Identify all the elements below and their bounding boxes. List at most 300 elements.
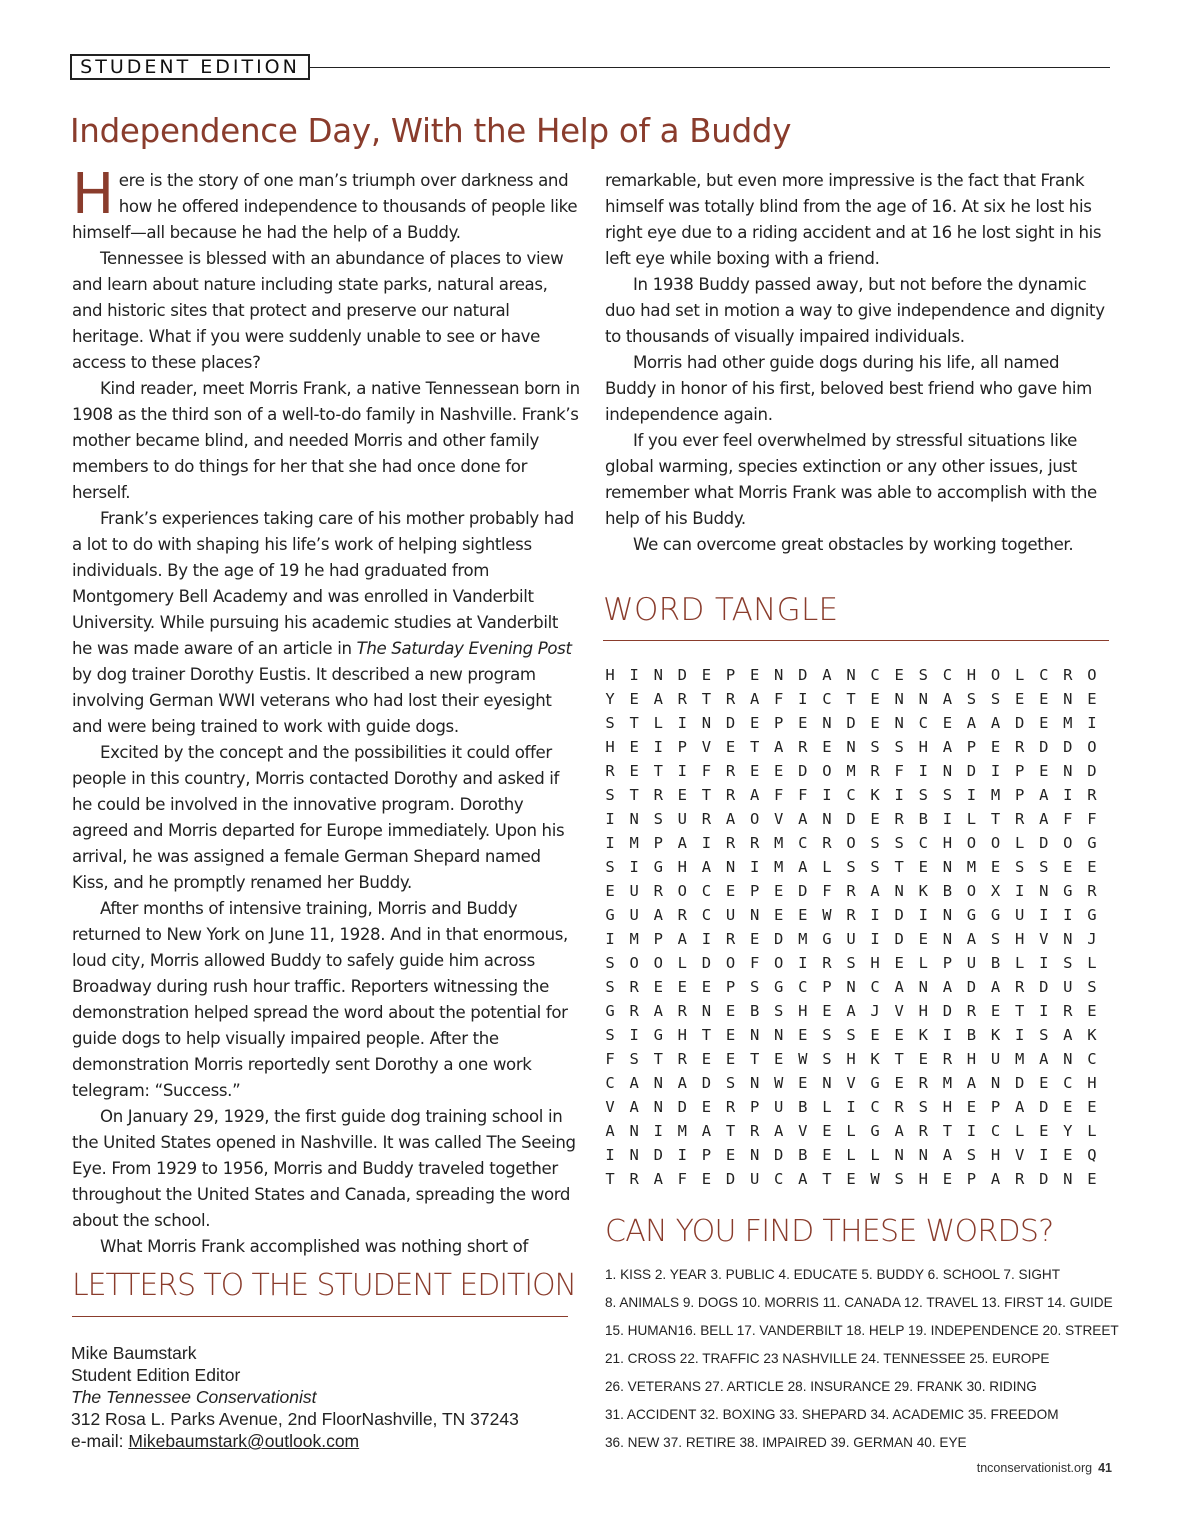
word-list-line: 8. ANIMALS 9. DOGS 10. MORRIS 11. CANADA 12. TRAVEL 13. FIRST 14. GUIDE [605,1295,1113,1310]
section-tag: STUDENT EDITION [70,54,310,80]
grid-letter: S [846,858,856,876]
grid-letter: S [605,714,615,732]
grid-letter: S [990,690,1001,708]
grid-letter: I [894,786,904,804]
grid-letter: C [870,666,880,684]
grid-letter: S [774,1002,784,1020]
grid-letter: S [870,858,880,876]
grid-letter: A [653,906,663,924]
grid-letter: I [942,1026,953,1044]
grid-letter: R [629,1002,639,1020]
grid-letter: E [725,1026,736,1044]
grid-letter: D [1039,738,1049,756]
grid-letter: I [1063,786,1073,804]
grid-letter: U [1014,906,1025,924]
grid-letter: H [605,666,615,684]
grid-letter: S [870,834,880,852]
grid-letter: E [749,714,760,732]
grid-letter: E [1039,690,1049,708]
grid-letter: E [990,1002,1001,1020]
grid-letter: N [774,666,784,684]
editor-name: Mike Baumstark [71,1343,197,1363]
grid-letter: D [725,1170,736,1188]
grid-letter: N [749,1026,760,1044]
grid-letter: D [798,762,808,780]
grid-letter: N [942,762,953,780]
grid-letter: N [990,1074,1001,1092]
grid-letter: R [725,786,736,804]
grid-letter: P [749,882,760,900]
grid-letter: M [798,930,808,948]
word-list [605,1261,1125,1457]
grid-letter: N [1063,762,1073,780]
grid-letter: S [653,810,663,828]
grid-letter: V [798,1122,808,1140]
grid-letter: H [918,738,928,756]
grid-letter: L [1014,954,1025,972]
grid-letter: T [629,786,639,804]
article-paragraph: We can overcome great obstacles by working together. [633,535,1074,554]
grid-letter: O [653,954,663,972]
grid-letter: M [774,834,784,852]
grid-letter: A [942,978,953,996]
grid-letter: C [798,978,808,996]
grid-letter: N [846,738,856,756]
grid-letter: N [822,810,832,828]
grid-letter: S [894,834,904,852]
grid-row [598,759,1123,783]
grid-letter: S [870,738,880,756]
grid-letter: C [846,786,856,804]
grid-row [598,831,1123,855]
grid-letter: A [629,1098,639,1116]
grid-letter: R [1063,666,1073,684]
grid-letter: I [798,954,808,972]
grid-letter: A [942,1146,953,1164]
grid-letter: E [966,1098,977,1116]
grid-letter: R [701,810,712,828]
grid-letter: E [1039,1122,1049,1140]
grid-letter: H [918,1002,928,1020]
grid-letter: B [966,1026,977,1044]
grid-letter: E [918,858,928,876]
grid-letter: E [725,1002,736,1020]
grid-letter: I [605,810,615,828]
grid-letter: S [918,786,928,804]
grid-letter: E [798,906,808,924]
grid-letter: S [918,1098,928,1116]
grid-letter: K [918,1026,928,1044]
grid-letter: K [870,1050,880,1068]
grid-letter: A [1063,1026,1073,1044]
grid-letter: A [894,978,904,996]
grid-letter: P [653,930,663,948]
grid-letter: I [605,834,615,852]
grid-letter: A [894,1122,904,1140]
grid-letter: C [942,666,953,684]
paragraph-text: ere is the story of one man’s triumph over darkness and how he offered independence to thousands of people like himself—all because he had the help of a Buddy. [72,171,578,242]
grid-letter: E [870,690,880,708]
grid-letter: R [725,834,736,852]
grid-letter: R [846,906,856,924]
grid-letter: E [677,786,687,804]
grid-letter: E [725,738,736,756]
grid-letter: E [990,858,1001,876]
article-column-left [72,162,580,1260]
grid-letter: D [701,1074,712,1092]
grid-letter: E [798,714,808,732]
article-paragraph: Excited by the concept and the possibilities it could offer people in this country, Morris contacted Dorothy and asked if he could be involved in the innovative program. Dorothy agreed and Morris departed for Europe immediately. Upon his arrival, he was assigned a female German Shepard named Kiss, and he promptly renamed her Buddy. [72,743,565,892]
grid-letter: N [653,666,663,684]
grid-letter: R [725,762,736,780]
grid-letter: R [677,690,687,708]
grid-letter: N [629,810,639,828]
grid-letter: S [942,786,953,804]
grid-letter: C [798,834,808,852]
grid-letter: I [1087,714,1097,732]
grid-letter: R [894,1098,904,1116]
grid-letter: G [653,858,663,876]
grid-letter: L [1014,666,1025,684]
grid-letter: H [677,858,687,876]
grid-letter: F [822,882,832,900]
grid-letter: E [749,762,760,780]
grid-letter: O [990,834,1001,852]
grid-letter: R [1014,1170,1025,1188]
word-list-line: 26. VETERANS 27. ARTICLE 28. INSURANCE 29. FRANK 30. RIDING [605,1379,1037,1394]
grid-letter: R [966,1002,977,1020]
grid-row [598,903,1123,927]
grid-letter: N [822,1074,832,1092]
grid-letter: D [846,714,856,732]
grid-letter: N [942,930,953,948]
grid-letter: N [629,1122,639,1140]
grid-letter: R [918,1074,928,1092]
grid-letter: L [870,1146,880,1164]
grid-letter: N [1063,690,1073,708]
grid-letter: S [822,1050,832,1068]
grid-letter: E [749,666,760,684]
grid-letter: E [701,1170,712,1188]
grid-letter: J [870,1002,880,1020]
grid-letter: I [629,666,639,684]
grid-letter: O [1087,738,1097,756]
grid-letter: L [1087,1122,1097,1140]
grid-letter: K [990,1026,1001,1044]
grid-letter: O [677,882,687,900]
grid-letter: E [725,1050,736,1068]
grid-letter: R [1014,810,1025,828]
grid-letter: E [701,978,712,996]
grid-letter: H [870,954,880,972]
grid-letter: S [605,978,615,996]
grid-letter: D [653,1146,663,1164]
grid-letter: E [894,666,904,684]
grid-letter: A [677,834,687,852]
grid-letter: R [677,906,687,924]
grid-letter: D [1039,978,1049,996]
grid-letter: I [701,930,712,948]
grid-letter: S [1039,1026,1049,1044]
letters-heading: LETTERS TO THE STUDENT EDITION [72,1268,576,1303]
grid-letter: T [629,714,639,732]
grid-letter: A [966,930,977,948]
grid-letter: E [870,714,880,732]
grid-letter: R [725,930,736,948]
grid-row [598,711,1123,735]
grid-letter: B [990,954,1001,972]
grid-letter: H [677,1026,687,1044]
grid-letter: A [798,1170,808,1188]
grid-letter: U [629,882,639,900]
grid-row [598,951,1123,975]
article-title: Independence Day, With the Help of a Buddy [70,112,792,150]
grid-letter: U [725,906,736,924]
grid-letter: U [629,906,639,924]
grid-letter: E [653,978,663,996]
grid-letter: A [870,882,880,900]
grid-letter: E [725,882,736,900]
grid-letter: W [798,1050,808,1068]
grid-letter: N [846,666,856,684]
word-search-grid [598,663,1123,1191]
grid-letter: D [966,762,977,780]
grid-letter: S [918,666,928,684]
grid-letter: M [774,858,784,876]
grid-row [598,1071,1123,1095]
word-list-line: 21. CROSS 22. TRAFFIC 23 NASHVILLE 24. TENNESSEE 25. EUROPE [605,1351,1050,1366]
grid-letter: N [1063,930,1073,948]
grid-letter: R [629,978,639,996]
grid-row [598,1119,1123,1143]
grid-letter: C [605,1074,615,1092]
grid-letter: Y [605,690,615,708]
grid-letter: R [1014,738,1025,756]
word-list-line: 15. HUMAN16. BELL 17. VANDERBILT 18. HELP 19. INDEPENDENCE 20. STREET [605,1323,1119,1338]
grid-letter: N [942,906,953,924]
grid-row [598,783,1123,807]
grid-letter: C [870,978,880,996]
grid-letter: V [894,1002,904,1020]
grid-letter: W [870,1170,880,1188]
grid-letter: A [798,810,808,828]
page-number: 41 [1098,1461,1112,1475]
grid-letter: Q [1087,1146,1097,1164]
grid-row [598,735,1123,759]
grid-letter: T [846,690,856,708]
grid-letter: L [846,1122,856,1140]
grid-letter: F [894,762,904,780]
grid-letter: I [701,834,712,852]
grid-letter: M [942,1074,953,1092]
grid-letter: A [966,1074,977,1092]
grid-letter: I [966,1122,977,1140]
grid-letter: N [894,882,904,900]
grid-letter: P [725,978,736,996]
grid-letter: N [894,1146,904,1164]
grid-letter: I [870,906,880,924]
grid-letter: E [701,1098,712,1116]
grid-letter: T [701,786,712,804]
grid-letter: L [1014,834,1025,852]
grid-letter: M [629,834,639,852]
grid-letter: G [1087,906,1097,924]
grid-letter: K [870,786,880,804]
grid-letter: L [677,954,687,972]
grid-letter: C [918,714,928,732]
grid-letter: R [725,690,736,708]
letters-rule [72,1316,568,1317]
grid-letter: A [966,714,977,732]
grid-letter: D [846,810,856,828]
grid-letter: L [966,810,977,828]
grid-letter: G [605,906,615,924]
grid-letter: A [653,1002,663,1020]
grid-letter: E [822,1122,832,1140]
grid-letter: T [942,1122,953,1140]
grid-letter: E [1063,858,1073,876]
grid-letter: B [918,810,928,828]
grid-letter: C [1087,1050,1097,1068]
grid-letter: E [629,690,639,708]
grid-row [598,927,1123,951]
grid-letter: P [749,1098,760,1116]
grid-letter: N [1063,1050,1073,1068]
grid-letter: A [990,978,1001,996]
site-url: tnconservationist.org [976,1461,1093,1475]
grid-letter: R [653,882,663,900]
grid-letter: P [990,1098,1001,1116]
grid-letter: A [798,858,808,876]
grid-letter: M [629,930,639,948]
grid-letter: S [990,930,1001,948]
grid-letter: V [605,1098,615,1116]
grid-letter: P [725,666,736,684]
grid-letter: N [846,978,856,996]
grid-letter: T [894,1050,904,1068]
grid-letter: V [846,1074,856,1092]
grid-letter: A [677,930,687,948]
grid-letter: C [1039,666,1049,684]
publication-title: The Saturday Evening Post [356,639,572,658]
grid-letter: N [701,1002,712,1020]
grid-letter: I [822,786,832,804]
grid-letter: F [749,954,760,972]
grid-letter: V [1014,1146,1025,1164]
grid-letter: A [749,690,760,708]
grid-letter: U [749,1170,760,1188]
grid-letter: P [966,1170,977,1188]
grid-letter: H [918,1170,928,1188]
grid-letter: I [966,786,977,804]
grid-letter: R [677,1050,687,1068]
word-tangle-heading: WORD TANGLE [603,592,839,628]
grid-letter: S [846,1026,856,1044]
grid-letter: S [605,954,615,972]
grid-letter: F [677,1170,687,1188]
grid-letter: D [966,978,977,996]
article-paragraph: Kind reader, meet Morris Frank, a native Tennessean born in 1908 as the third son of a well-to-do family in Nashville. Frank’s mother became blind, and needed Morris and other family members to do things for her that she had once done for herself. [72,379,580,502]
word-list-line: 36. NEW 37. RETIRE 38. IMPAIRED 39. GERMAN 40. EYE [605,1435,967,1450]
grid-letter: I [677,1146,687,1164]
grid-letter: E [870,1026,880,1044]
grid-letter: G [870,1122,880,1140]
email-link[interactable]: Mikebaumstark@outlook.com [128,1431,360,1451]
grid-letter: O [1063,834,1073,852]
grid-letter: E [1087,690,1097,708]
grid-letter: T [990,810,1001,828]
grid-letter: E [1087,858,1097,876]
grid-letter: R [822,954,832,972]
word-list-line: 1. KISS 2. YEAR 3. PUBLIC 4. EDUCATE 5. BUDDY 6. SCHOOL 7. SIGHT [605,1267,1061,1282]
grid-letter: E [918,930,928,948]
grid-letter: E [942,714,953,732]
grid-letter: T [725,1122,736,1140]
grid-letter: D [774,1146,784,1164]
grid-letter: G [990,906,1001,924]
grid-letter: N [774,1026,784,1044]
grid-letter: I [1014,882,1025,900]
grid-letter: R [942,1050,953,1068]
grid-letter: A [605,1122,615,1140]
grid-letter: E [1087,1002,1097,1020]
grid-letter: I [918,906,928,924]
grid-letter: S [629,1050,639,1068]
grid-letter: R [1087,786,1097,804]
grid-letter: S [1014,858,1025,876]
article-paragraph: remarkable, but even more impressive is the fact that Frank himself was totally blind from the age of 16. At six he lost his right eye due to a riding accident and at 16 he lost sight in his left eye while boxing with a friend. [605,171,1102,268]
grid-letter: C [990,1122,1001,1140]
grid-letter: E [629,738,639,756]
grid-letter: N [749,906,760,924]
grid-letter: O [846,834,856,852]
grid-letter: U [846,930,856,948]
grid-letter: O [749,810,760,828]
grid-letter: U [990,1050,1001,1068]
header-rule [310,67,1110,68]
grid-letter: N [749,1146,760,1164]
article-paragraph: After months of intensive training, Morris and Buddy returned to New York on June 11, 1928. And in that enormous, loud city, Morris allowed Buddy to safely guide him across Broadway during rush hour traffic. Reporters witnessing the demonstration helped spread the word about the potential for guide dogs to help visually impaired people. After the demonstration Morris reportedly sent Dorothy a one work telegram: “Success.” [72,899,568,1100]
grid-letter: H [942,834,953,852]
grid-letter: S [894,738,904,756]
grid-letter: P [1014,786,1025,804]
grid-letter: N [918,1146,928,1164]
grid-letter: N [942,858,953,876]
grid-letter: O [822,762,832,780]
grid-letter: S [846,954,856,972]
grid-letter: I [677,714,687,732]
grid-letter: E [822,738,832,756]
grid-letter: E [1063,1098,1073,1116]
grid-letter: E [942,1170,953,1188]
grid-letter: R [1014,978,1025,996]
grid-letter: T [1014,1002,1025,1020]
grid-letter: I [605,930,615,948]
grid-letter: E [1039,714,1049,732]
grid-letter: E [701,1050,712,1068]
grid-letter: S [749,978,760,996]
grid-letter: E [749,930,760,948]
grid-letter: R [798,738,808,756]
grid-letter: N [653,1074,663,1092]
grid-letter: T [749,1050,760,1068]
grid-letter: G [966,906,977,924]
grid-letter: P [966,738,977,756]
grid-letter: B [798,1146,808,1164]
grid-letter: H [846,1050,856,1068]
grid-letter: H [1014,930,1025,948]
grid-row [598,879,1123,903]
